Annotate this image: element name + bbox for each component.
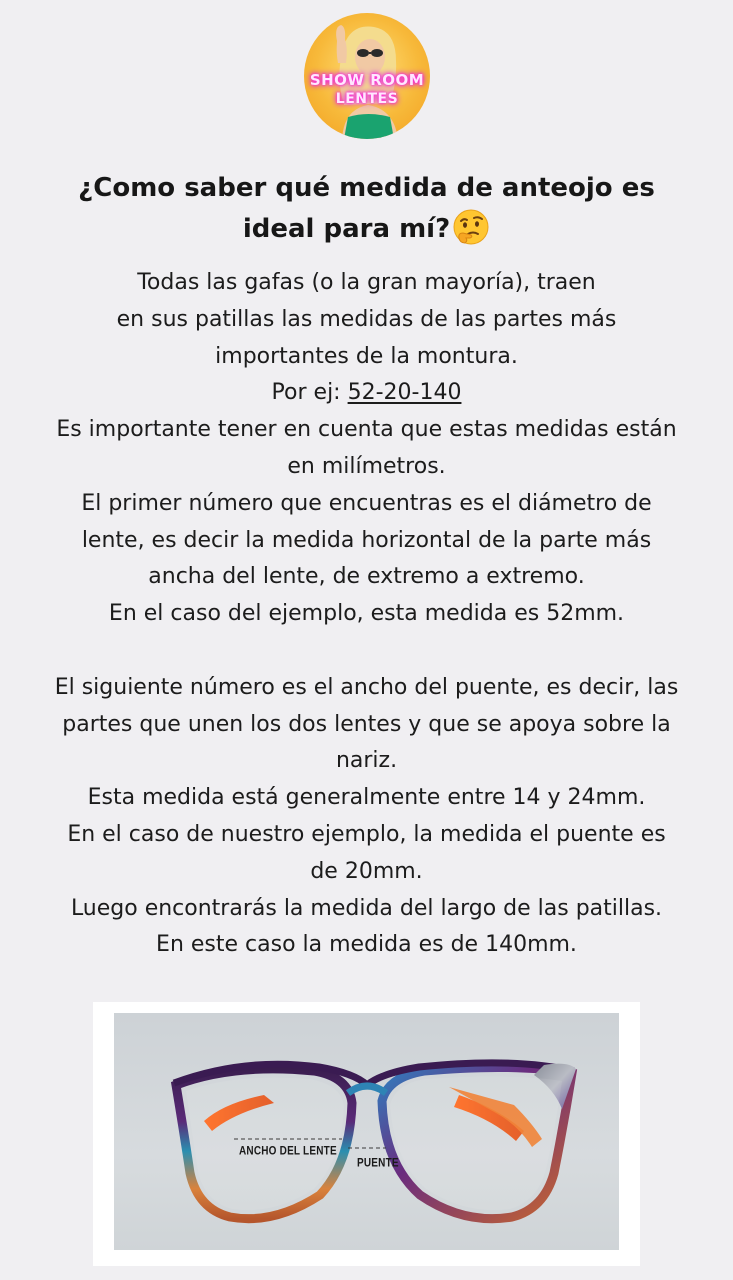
brand-logo xyxy=(304,13,430,139)
title-line-2: ideal para mí? xyxy=(242,214,451,244)
body-line: En el caso del ejemplo, esta medida es 52mm. xyxy=(108,601,625,627)
body-line: en sus patillas las medidas de las partes más xyxy=(116,306,617,332)
glasses-photo-card xyxy=(93,1002,640,1266)
example-line xyxy=(22,375,711,412)
body-line: lente, es decir la medida horizontal de la parte más xyxy=(81,527,652,553)
paragraph-spacer xyxy=(22,633,711,670)
page-title xyxy=(30,168,703,249)
article-body xyxy=(22,265,711,964)
body-line: En el caso de nuestro ejemplo, la medida el puente es xyxy=(67,821,666,847)
body-line: nariz. xyxy=(335,748,398,774)
logo-text-lentes: LENTES xyxy=(335,91,399,107)
body-line: El primer número que encuentras es el diámetro de xyxy=(81,490,652,516)
body-line: de 20mm. xyxy=(310,858,423,884)
glasses-photo xyxy=(114,1013,619,1250)
glasses-icon xyxy=(114,1013,619,1250)
body-line: importantes de la montura. xyxy=(215,343,518,369)
title-line-1: ¿Como saber qué medida de anteojo es xyxy=(78,173,655,203)
body-line: El siguiente número es el ancho del puente, es decir, las xyxy=(54,674,679,700)
body-line: en milímetros. xyxy=(287,453,446,479)
label-lens-width: ANCHO DEL LENTE xyxy=(239,1145,337,1158)
body-line: En este caso la medida es de 140mm. xyxy=(156,932,577,958)
body-line: partes que unen los dos lentes y que se apoya sobre la xyxy=(62,711,671,737)
body-line: Todas las gafas (o la gran mayoría), traen xyxy=(137,270,596,295)
body-line: Luego encontrarás la medida del largo de las patillas. xyxy=(70,895,663,921)
label-bridge: PUENTE xyxy=(357,1157,399,1170)
example-label: Por ej: xyxy=(271,380,348,406)
thinking-face-icon xyxy=(452,208,490,246)
logo-text-show-room: SHOW ROOM xyxy=(309,71,425,89)
body-line: ancha del lente, de extremo a extremo. xyxy=(148,564,585,590)
example-measurement: 52-20-140 xyxy=(347,380,462,406)
body-line: Es importante tener en cuenta que estas medidas están xyxy=(56,417,677,443)
body-line: Esta medida está generalmente entre 14 y 24mm. xyxy=(87,785,646,811)
